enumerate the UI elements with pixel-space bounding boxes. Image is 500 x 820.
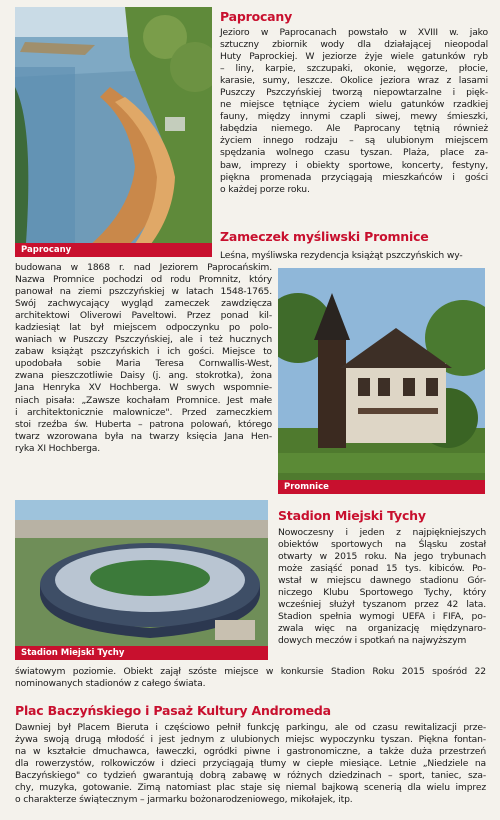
text-line: Stadion spełnia wymogi UEFA i FIFA, po- [278, 611, 486, 623]
text-line: sztuczny zbiornik wody dla działającej nieopodal [220, 39, 488, 51]
text-line: o charakterze świątecznym – jarmarku bożonarodzeniowego, mikołajek, itp. [15, 794, 353, 806]
text-line: o każdej porze roku. [220, 183, 310, 195]
text-line: upodobała sobie Maria Teresa Cornwallis-West, [15, 358, 272, 370]
section-body-promnice-top [220, 250, 488, 262]
text-line: zwana pieszczotliwie Daisy (j. ang. stokrotka), żona [15, 370, 272, 382]
text-line: żywa swoją drugą młodość i jest jednym z ulubionych miejsc wypoczynku tyszan. Piękna fontan- [15, 734, 486, 746]
text-line: światowym poziomie. Obiekt zajął szóste miejsce w konkursie Stadion Roku 2015 spośród 22 [15, 666, 486, 677]
text-line: wstał w miejscu dawnego stadionu Gór- [278, 575, 486, 587]
hunting-lodge-illustration [278, 268, 485, 494]
text-line: nominowanych stadionów z całego świata. [15, 678, 206, 690]
text-line: życiem innego rodzaju – są ulubionym miejscem [220, 135, 488, 147]
section-body-stadion [278, 527, 486, 647]
text-line: waniach w Puszczy Pszczyńskiej, ale i też hucznych [15, 334, 272, 346]
section-body-stadion-bottom [15, 666, 486, 690]
text-line: Nowoczesny i jeden z najpiękniejszych [278, 527, 486, 538]
text-line: Swój zachwycający wygląd zameczek zawdzięcza [15, 298, 272, 310]
photo-caption: Paprocany [15, 243, 212, 257]
text-line: piękna promenada przyciągają mieszkańców i gości [220, 171, 488, 183]
text-line: budowana w 1868 r. nad Jeziorem Paprocańskim. [15, 262, 272, 273]
section-title-promnice: Zameczek myśliwski Promnice [220, 229, 429, 244]
text-line: dla rowerzystów, rolkowiczów i dzieci przyciągają tłumy w ciepłe miesiące. Letnie „Niedziele na [15, 758, 486, 770]
text-line: – liny, karpie, szczupaki, okonie, węgorze, płocie, [220, 63, 488, 75]
text-line: obiektów sportowych na Śląsku został [278, 539, 486, 551]
text-line: zwala więc na organizację międzynaro- [278, 623, 486, 635]
section-body-promnice [15, 262, 272, 455]
text-line: spędzania wolnego czasu tyszan. Plaża, place za- [220, 147, 488, 159]
text-line: na w kształcie dmuchawca, ławeczki, ogródki piwne i gastronomiczne, a także duża przestrzeń [15, 746, 486, 758]
text-line: Dawniej był Placem Bieruta i częściowo pełnił funkcję parkingu, ale od czasu rewitalizacji prze- [15, 722, 486, 733]
text-line: fauny, między innymi czapli siwej, mewy śmieszki, [220, 111, 488, 123]
text-line: Huty Paprockiej. W jeziorze żyje wiele gatunków ryb [220, 51, 488, 63]
text-line: panował na ziemi pszczyńskiej w latach 1548-1765. [15, 286, 272, 298]
lake-promenade-illustration [15, 7, 212, 257]
photo-paprocany [15, 7, 212, 257]
section-body-paprocany [220, 27, 488, 196]
text-line: Jezioro w Paprocanach powstało w XVIII w. jako [220, 27, 488, 38]
text-line: dowych meczów i spotkań na najwyższym [278, 635, 467, 647]
text-line: ne miejsce tętniące życiem wielu gatunków rzadkiej [220, 99, 488, 111]
text-line: karasie, sumy, leszcze. Okolice jeziora wraz z lasami [220, 75, 488, 87]
stadium-illustration [15, 500, 268, 660]
text-line: twarz wzorowana była na twarzy księcia Jana Hen- [15, 430, 272, 442]
text-line: może zasiąść ponad 15 tys. kibiców. Po- [278, 563, 486, 575]
text-line: Jana Henryka XV Hochberga. W swych wspomnie- [15, 382, 272, 394]
text-line: i architektonicznie malownicze". Przed zameczkiem [15, 406, 272, 418]
text-line: kadziesiąt lat był miejscem odpoczynku po polo- [15, 322, 272, 334]
text-line: stoi rzeźba św. Huberta – patrona polowań, którego [15, 418, 272, 430]
text-line: Leśna, myśliwska rezydencja książąt pszczyńskich wy- [220, 250, 463, 261]
section-body-plac-baczynskiego [15, 722, 486, 806]
text-line: zabaw książąt pszczyńskich i ich gości. Miejsce to [15, 346, 272, 358]
text-line: Nazwa Promnice pochodzi od rodu Promnitz, który [15, 274, 272, 286]
text-line: wcześniej służył tyszanom przez 42 lata. [278, 599, 486, 611]
section-title-paprocany: Paprocany [220, 9, 293, 24]
text-line: Baczyńskiego" co tydzień gwarantują dobrą zabawę w różnych dziedzinach – sport, taniec, sza- [15, 770, 486, 782]
text-line: architektowi Oliverowi Paveltowi. Przez ponad kil- [15, 310, 272, 322]
photo-caption: Stadion Miejski Tychy [15, 646, 268, 660]
text-line: niach pisała: „Zawsze kochałam Promnice. Jest małe [15, 394, 272, 406]
photo-stadion [15, 500, 268, 660]
section-title-plac-baczynskiego: Plac Baczyńskiego i Pasaż Kultury Andromeda [15, 703, 331, 718]
text-line: chy, muzyka, gotowanie. Zimą natomiast plac staje się niemal bajkową scenerią dla wielu imprez [15, 782, 486, 794]
text-line: niczego Klubu Sportowego Tychy, który [278, 587, 486, 599]
text-line: Puszczy Pszczyńskiej tworzą niepowtarzalne i pięk- [220, 87, 488, 99]
photo-caption: Promnice [278, 480, 485, 494]
text-line: otwarty w 2015 roku. Na jego trybunach [278, 551, 486, 563]
text-line: baw, imprezy i obiekty sportowe, koncerty, festyny, [220, 159, 488, 171]
photo-promnice [278, 268, 485, 494]
text-line: ryka XI Hochberga. [15, 442, 101, 454]
text-line: łabędzia niemego. Ale Paprocany tętnią również [220, 123, 488, 135]
section-title-stadion: Stadion Miejski Tychy [278, 508, 426, 523]
